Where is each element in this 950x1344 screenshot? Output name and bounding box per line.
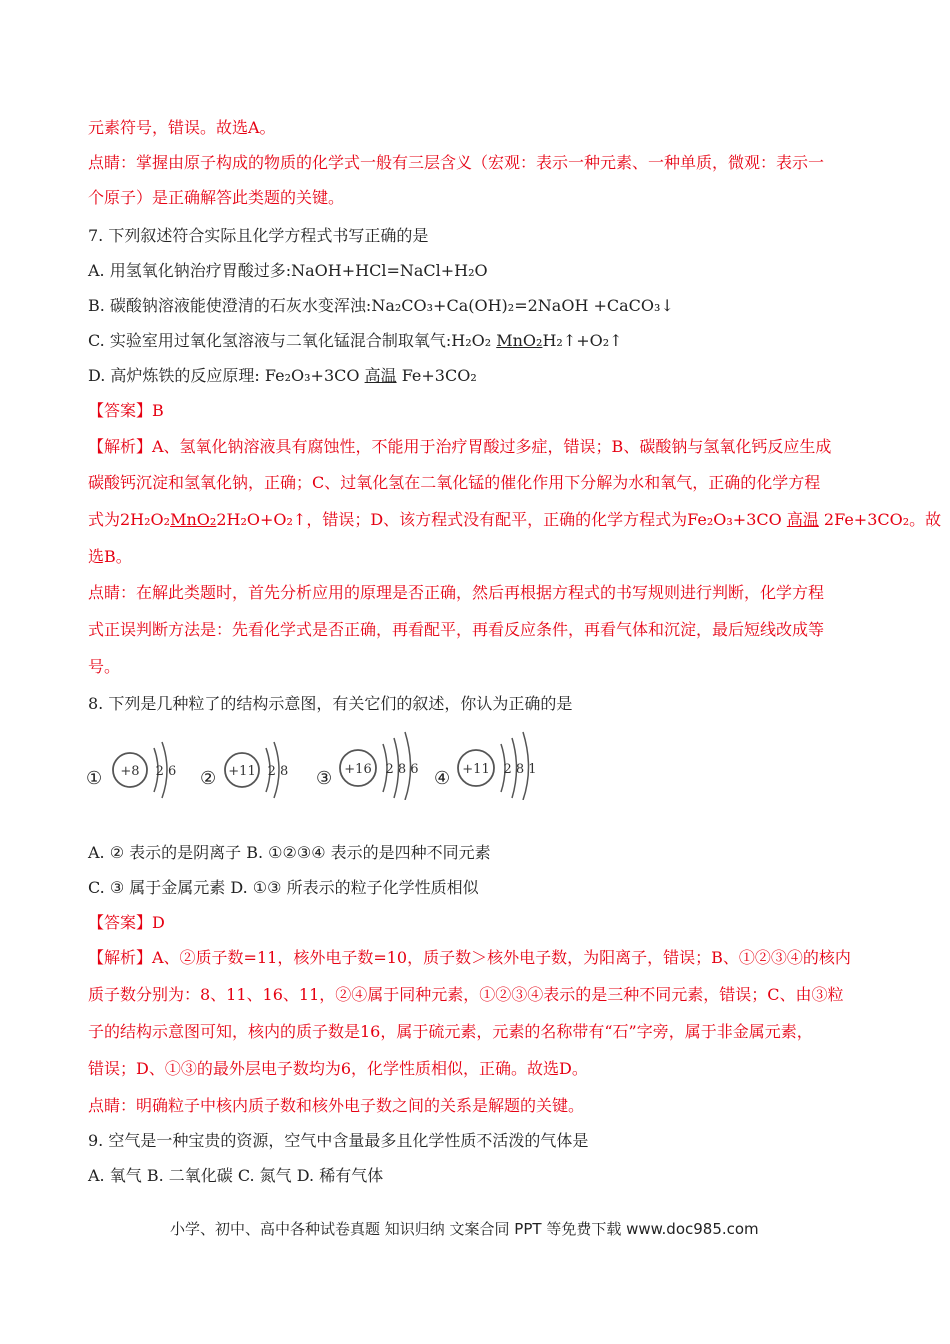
tip-line: 号。: [88, 657, 121, 676]
question-8: 8. 下列是几种粒了的结构示意图，有关它们的叙述，你认为正确的是: [88, 694, 573, 713]
question-7: 7. 下列叙述符合实际且化学方程式书写正确的是: [88, 226, 429, 245]
answer-label: 【答案】D: [88, 913, 165, 932]
nucleus-charge: +11: [462, 762, 490, 777]
analysis-line: 错误；D、①③的最外层电子数均为6，化学性质相似，正确。故选D。: [88, 1059, 588, 1078]
option-a: A. 用氢氧化钠治疗胃酸过多:NaOH+HCl=NaCl+H₂O: [88, 261, 488, 280]
electron-shells: 2 6: [155, 764, 177, 779]
option-line: C. ③ 属于金属元素 D. ①③ 所表示的粒子化学性质相似: [88, 878, 479, 897]
analysis-line: 选B。: [88, 547, 132, 566]
atom-diagram-3: [336, 728, 436, 800]
page-footer: 小学、初中、高中各种试卷真题 知识归纳 文案合同 PPT 等免费下载 www.doc985.com: [170, 1220, 759, 1238]
option-line: A. 氧气 B. 二氧化碳 C. 氮气 D. 稀有气体: [88, 1166, 384, 1185]
analysis-line: 【解析】A、氢氧化钠溶液具有腐蚀性，不能用于治疗胃酸过多症，错误；B、碳酸钠与氢氧化钙反应生成: [88, 437, 832, 456]
analysis-line: 【解析】A、②质子数=11，核外电子数=10，质子数＞核外电子数，为阳离子，错误；B、①②③④的核内: [88, 948, 851, 967]
text-line: 个原子）是正确解答此类题的关键。: [88, 188, 345, 207]
atom-diagram-4: [454, 728, 558, 800]
analysis-line: 式为2H₂O₂MnO₂2H₂O+O₂↑，错误；D、该方程式没有配平，正确的化学方程式为Fe₂O₃+3CO 高温 2Fe+3CO₂。故: [88, 510, 942, 529]
analysis-line: 质子数分别为：8、11、16、11，②④属于同种元素，①②③④表示的是三种不同元素，错误；C、由③粒: [88, 985, 844, 1004]
electron-shells: 2 8 6: [385, 762, 419, 777]
tip-line: 式正误判断方法是：先看化学式是否正确，再看配平，再看反应条件，再看气体和沉淀，最后短线改成等: [88, 620, 825, 639]
atom-diagram-2: [220, 734, 300, 800]
atom-label: ②: [200, 768, 217, 789]
tip-line: 点睛：明确粒子中核内质子数和核外电子数之间的关系是解题的关键。: [88, 1096, 585, 1115]
text-line: 点睛：掌握由原子构成的物质的化学式一般有三层含义（宏观：表示一种元素、一种单质，微观：表示一: [88, 153, 825, 172]
analysis-line: 碳酸钙沉淀和氢氧化钠，正确；C、过氧化氢在二氧化锰的催化作用下分解为水和氧气，正确的化学方程: [88, 473, 821, 492]
atom-diagram-1: [106, 734, 186, 800]
option-line: A. ② 表示的是阴离子 B. ①②③④ 表示的是四种不同元素: [88, 843, 491, 862]
text-line: 元素符号，错误。故选A。: [88, 118, 276, 137]
electron-shells: 2 8: [267, 764, 289, 779]
atom-diagrams: [84, 728, 564, 800]
atom-label: ①: [86, 768, 103, 789]
option-c: C. 实验室用过氧化氢溶液与二氧化锰混合制取氧气:H₂O₂ MnO₂H₂↑+O₂↑: [88, 331, 623, 350]
option-b: B. 碳酸钠溶液能使澄清的石灰水变浑浊:Na₂CO₃+Ca(OH)₂=2NaOH +CaCO₃↓: [88, 296, 674, 315]
question-9: 9. 空气是一种宝贵的资源，空气中含量最多且化学性质不活泼的气体是: [88, 1131, 589, 1150]
nucleus-charge: +16: [344, 762, 372, 777]
atom-label: ④: [434, 768, 451, 789]
answer-label: 【答案】B: [88, 401, 164, 420]
option-d: D. 高炉炼铁的反应原理: Fe₂O₃+3CO 高温 Fe+3CO₂: [88, 366, 477, 385]
atom-label: ③: [316, 768, 333, 789]
analysis-line: 子的结构示意图可知，核内的质子数是16，属于硫元素，元素的名称带有“石”字旁，属于非金属元素，: [88, 1022, 813, 1041]
nucleus-charge: +11: [228, 764, 256, 779]
nucleus-charge: +8: [120, 764, 140, 779]
tip-line: 点睛：在解此类题时，首先分析应用的原理是否正确，然后再根据方程式的书写规则进行判断，化学方程: [88, 583, 825, 602]
electron-shells: 2 8 1: [503, 762, 537, 777]
